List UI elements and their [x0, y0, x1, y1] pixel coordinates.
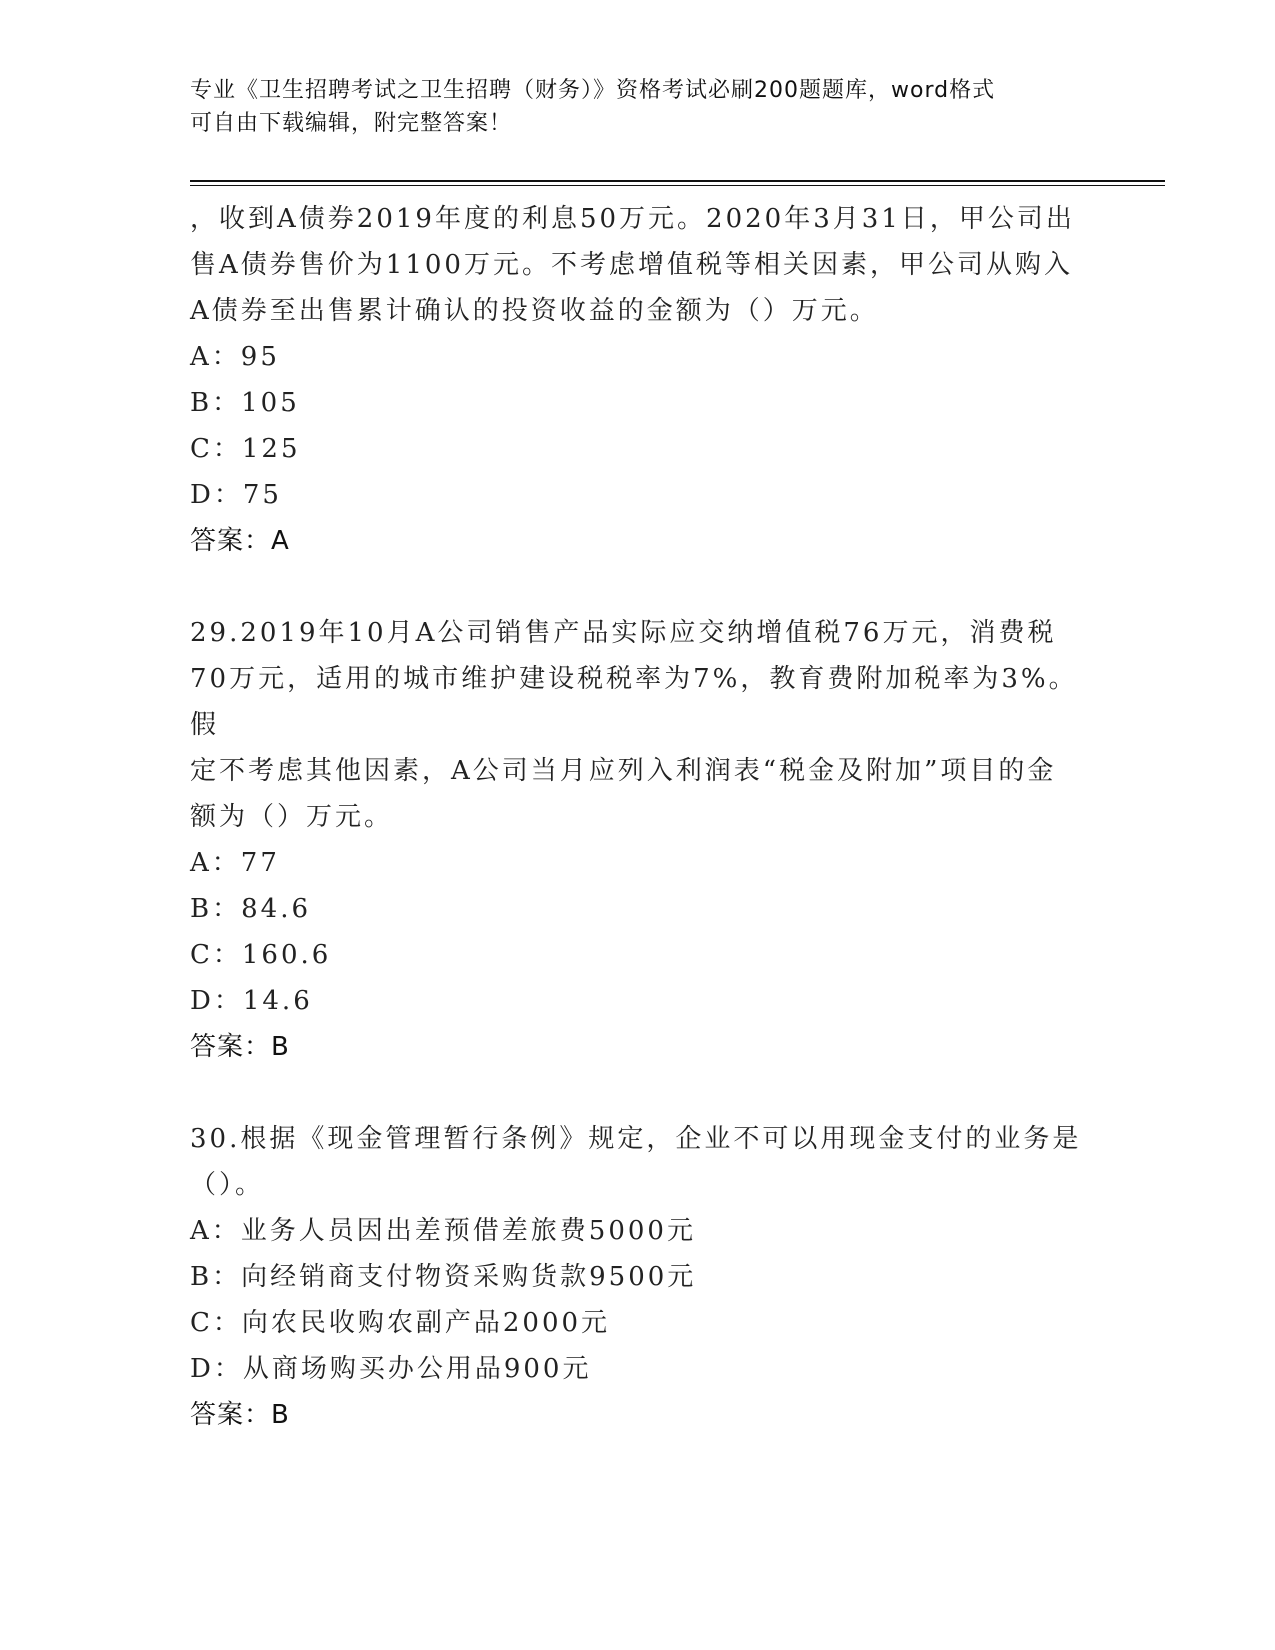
option-d: D：75 [190, 480, 282, 510]
document-body [190, 196, 1090, 1438]
option-d: D：从商场购买办公用品900元 [190, 1354, 592, 1384]
header-title-line-1: 专业《卫生招聘考试之卫生招聘（财务）》资格考试必刷200题题库，word格式 [190, 78, 996, 103]
document-header [190, 74, 1090, 140]
header-divider-thin [190, 185, 1165, 186]
spacer [190, 1070, 1090, 1116]
question-30 [190, 1116, 1090, 1438]
option-a: A：77 [190, 848, 280, 878]
option-c: C：160.6 [190, 940, 332, 970]
header-title-line-2: 可自由下载编辑，附完整答案！ [190, 111, 513, 136]
question-text-line: ，收到A债券2019年度的利息50万元。2020年3月31日，甲公司出 [190, 204, 1075, 234]
option-b: B：84.6 [190, 894, 311, 924]
question-text-line: 70万元，适用的城市维护建设税税率为7%，教育费附加税率为3%。假 [190, 664, 1078, 740]
option-a: A：业务人员因出差预借差旅费5000元 [190, 1216, 696, 1246]
question-text-line: 售A债券售价为1100万元。不考虑增值税等相关因素，甲公司从购入 [190, 250, 1073, 280]
question-text-line: 额为（）万元。 [190, 802, 394, 832]
question-text-line: A债券至出售累计确认的投资收益的金额为（）万元。 [190, 296, 879, 326]
question-text-line: 定不考虑其他因素，A公司当月应列入利润表“税金及附加”项目的金 [190, 756, 1057, 786]
question-text-line: 29.2019年10月A公司销售产品实际应交纳增值税76万元，消费税 [190, 618, 1057, 648]
option-b: B：向经销商支付物资采购货款9500元 [190, 1262, 697, 1292]
option-c: C：125 [190, 434, 301, 464]
option-c: C：向农民收购农副产品2000元 [190, 1308, 611, 1338]
answer: 答案：A [190, 526, 290, 556]
option-a: A：95 [190, 342, 280, 372]
option-d: D：14.6 [190, 986, 313, 1016]
spacer [190, 564, 1090, 610]
question-text-line: 30.根据《现金管理暂行条例》规定，企业不可以用现金支付的业务是 [190, 1124, 1082, 1154]
answer: 答案：B [190, 1032, 290, 1062]
question-text-line: （）。 [190, 1170, 265, 1200]
option-b: B：105 [190, 388, 300, 418]
header-divider-thick [190, 180, 1165, 182]
question-29 [190, 610, 1090, 1070]
answer: 答案：B [190, 1400, 290, 1430]
question-28 [190, 196, 1090, 564]
